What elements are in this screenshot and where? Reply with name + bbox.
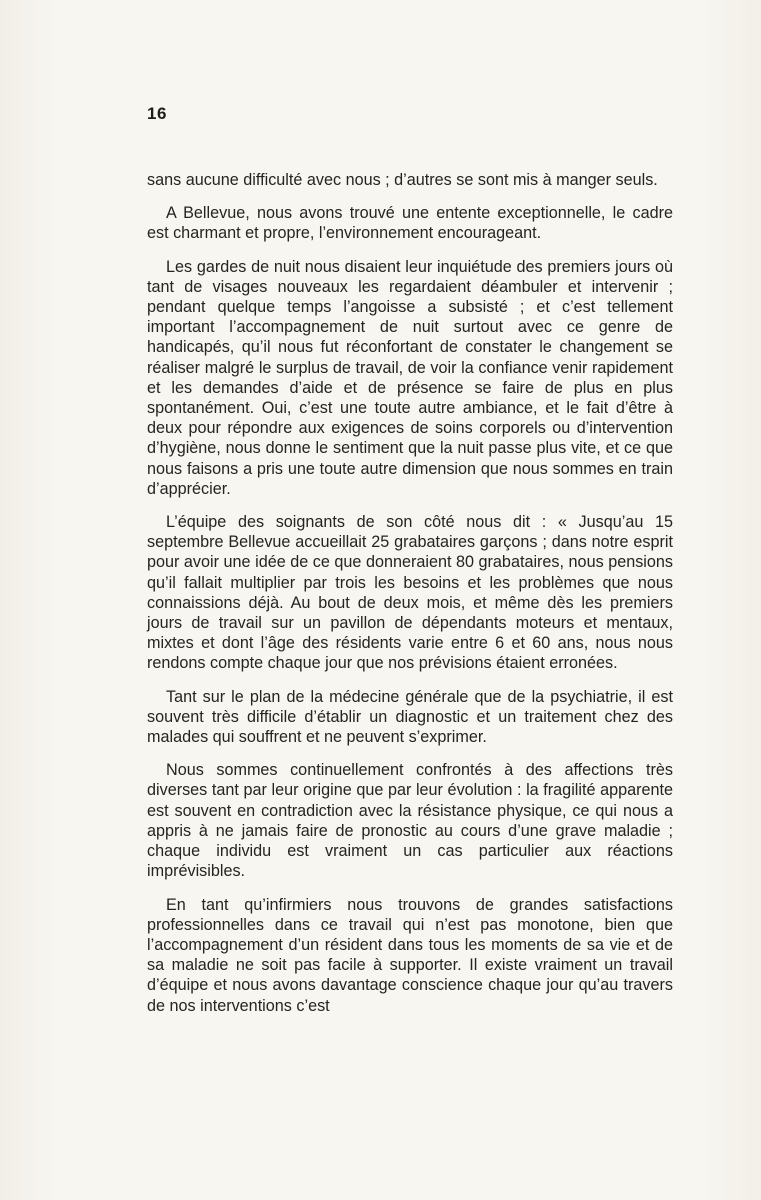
paragraph-continuation: sans aucune difficulté avec nous ; d’autres se sont mis à manger seuls. (147, 171, 658, 189)
page-number: 16 (147, 104, 167, 123)
paragraph-medicine: Tant sur le plan de la médecine générale que de la psychiatrie, il est souvent très difficile d’établir un diagnostic et un traitement chez des malades qui souffrent et ne peuvent s’exprimer. (147, 687, 673, 747)
paragraph-care-team: L’équipe des soignants de son côté nous dit : « Jusqu’au 15 septembre Bellevue accueillait 25 grabataires garçons ; dans notre esprit pour avoir une idée de ce que donneraient 80 grabataires, nous pensions qu’il fallait multiplier par trois les besoins et les problèmes que nous connaissions déjà. Au bout de deux mois, et même dès les premiers jours de travail sur un pavillon de dépendants moteurs et mentaux, mixtes et dont l’âge des résidents varie entre 6 et 60 ans, nous nous rendons compte chaque jour que nos prévisions étaient erronées. (147, 513, 673, 673)
paragraph-bellevue: A Bellevue, nous avons trouvé une entente exceptionnelle, le cadre est charmant et propre, l’environnement encourageant. (147, 204, 673, 243)
paragraph-nurses: En tant qu’infirmiers nous trouvons de grandes satisfactions professionnelles dans ce travail qui n’est pas monotone, bien que l’accompagnement d’un résident dans tous les moments de sa vie et de sa maladie ne soit pas facile à supporter. Il existe vraiment un travail d’équipe et nous avons davantage conscience chaque jour qu’au travers de nos interventions c’est (147, 895, 673, 1015)
paragraph-affections: Nous sommes continuellement confrontés à des affections très diverses tant par leur origine que par leur évolution : la fragilité apparente est souvent en contradiction avec la résistance physique, ce qui nous a appris à ne jamais faire de pronostic au cours d’une grave maladie ; chaque individu est vraiment un cas particulier aux réactions imprévisibles. (147, 761, 673, 881)
paragraph-night-guards: Les gardes de nuit nous disaient leur inquiétude des premiers jours où tant de visages nouveaux les regardaient déambuler et intervenir ; pendant quelque temps l’angoisse a subsisté ; et c’est tellement important l’accompagnement de nuit surtout avec ce genre de handicapés, qu’il nous fut réconfortant de constater le changement se réaliser malgré le surplus de travail, de voir la confiance venir rapidement et les demandes d’aide et de présence se faire de plus en plus spontanément. Oui, c’est une toute autre ambiance, et le fait d’être à deux pour répondre aux exigences de soins corporels ou d’intervention d’hygiène, nous donne le sentiment que la nuit passe plus vite, et ce que nous faisons a pris une toute autre dimension que nous sommes en train d’apprécier. (147, 257, 673, 498)
body-text (147, 170, 673, 1029)
